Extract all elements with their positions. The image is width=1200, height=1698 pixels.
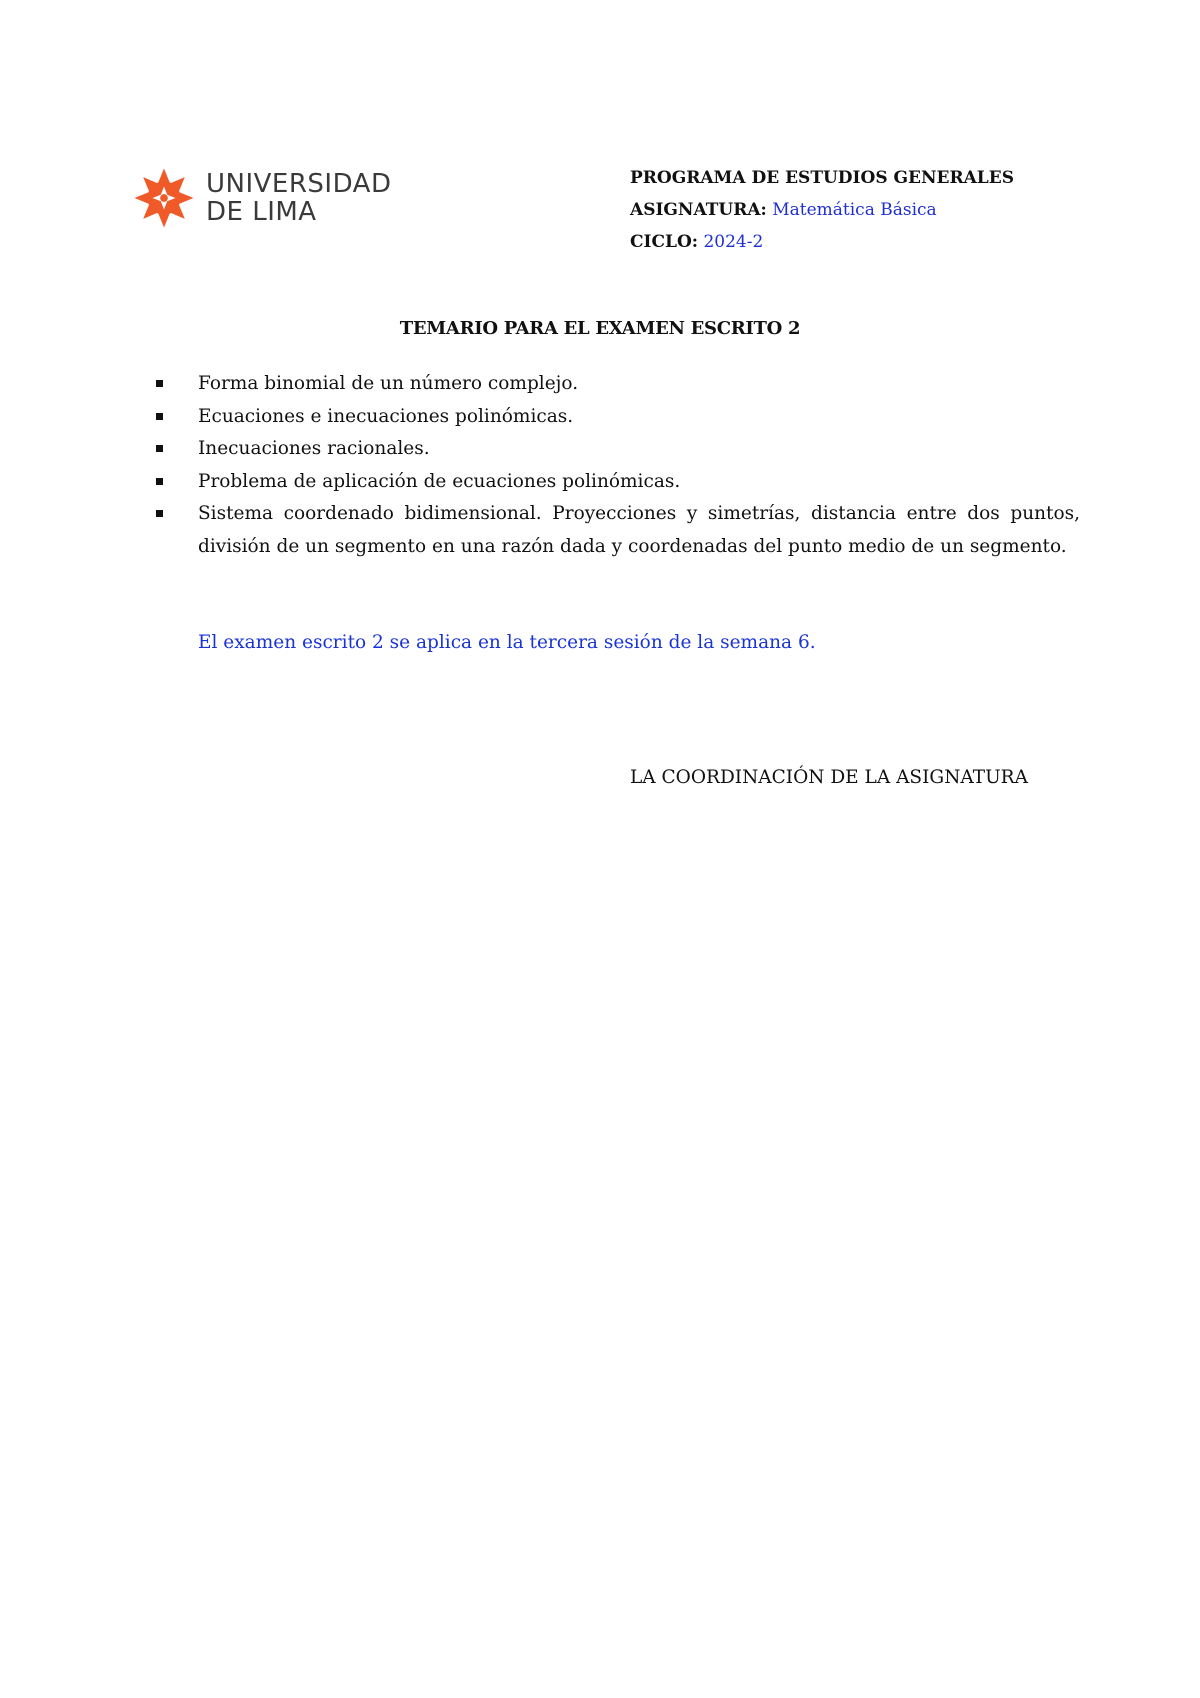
cycle-separator: : [691,232,699,252]
subject-value: Matemática Básica [772,200,937,220]
topic-text: Forma binomial de un número complejo. [198,373,579,394]
cycle-value: 2024-2 [703,232,764,252]
subject-row [630,194,1014,226]
cycle-row [630,226,1014,258]
logo-line-2: DE LIMA [206,197,317,227]
square-bullet-icon [156,445,163,452]
topic-list [152,368,1080,563]
topic-text: Problema de aplicación de ecuaciones polinómicas. [198,470,681,492]
topic-text: Ecuaciones e inecuaciones polinómicas. [198,405,574,427]
list-item [152,368,1080,401]
square-bullet-icon [156,413,163,420]
cycle-label: CICLO [630,232,692,252]
course-header [630,162,1014,258]
university-emblem-icon [132,166,196,230]
program-name: PROGRAMA DE ESTUDIOS GENERALES [630,168,1014,188]
exam-schedule-note: El examen escrito 2 se aplica en la tercera sesión de la semana 6. [198,632,816,653]
signature-line: LA COORDINACIÓN DE LA ASIGNATURA [630,767,1028,788]
topic-text: Sistema coordenado bidimensional. Proyecciones y simetrías, distancia entre dos puntos, división de un segmento en una razón dada y coordenadas del punto medio de un segmento. [198,503,1080,557]
document-title: TEMARIO PARA EL EXAMEN ESCRITO 2 [399,318,801,339]
topic-text: Inecuaciones racionales. [198,438,430,459]
square-bullet-icon [156,380,163,387]
university-logo [132,162,402,234]
subject-label: ASIGNATURA: [630,200,767,220]
list-item [152,433,1080,466]
list-item [152,401,1080,434]
list-item [152,466,1080,499]
logo-wordmark [206,171,391,225]
square-bullet-icon [156,510,163,517]
list-item [152,498,1080,563]
square-bullet-icon [156,478,163,485]
logo-line-1: UNIVERSIDAD [206,169,392,199]
